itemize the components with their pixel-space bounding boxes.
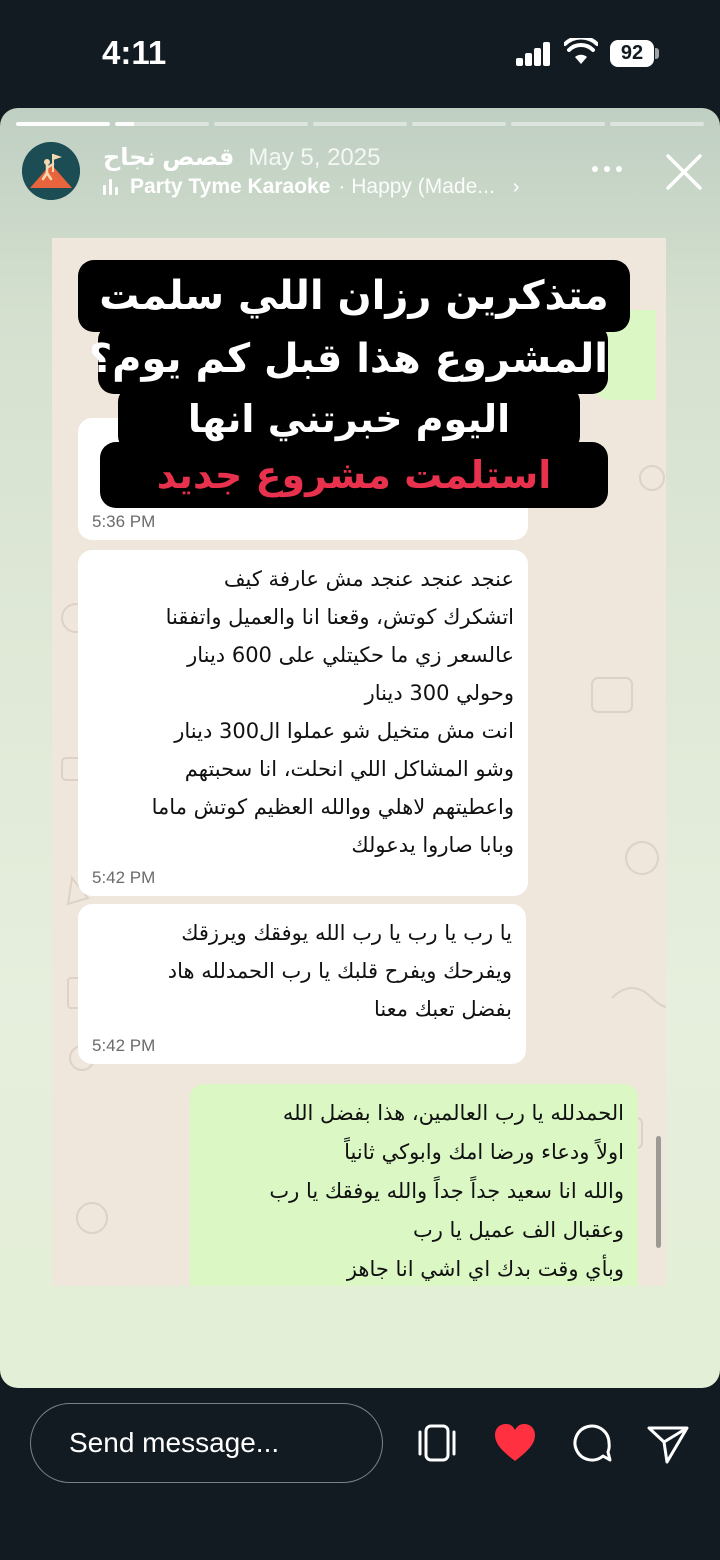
message-line: عنجد عنجد عنجد مش عارفة كيف bbox=[223, 567, 514, 591]
message-bubble-2 bbox=[78, 550, 528, 896]
status-time: 4:11 bbox=[102, 34, 167, 71]
caption-line: اليوم خبرتني انها bbox=[118, 386, 580, 452]
caption-line: متذكرين رزان اللي سلمت bbox=[78, 260, 630, 332]
close-icon[interactable] bbox=[664, 152, 704, 192]
chevron-right-icon: › bbox=[512, 175, 520, 198]
message-line: وشو المشاكل اللي انحلت، انا سحبتهم bbox=[184, 757, 514, 781]
message-line: وعقبال الف عميل يا رب bbox=[412, 1218, 624, 1242]
story-progress bbox=[16, 122, 704, 126]
climber-flag-icon bbox=[22, 142, 80, 200]
battery-level: 92 bbox=[610, 40, 654, 67]
message-bubble-3 bbox=[78, 904, 526, 1064]
account-avatar[interactable] bbox=[22, 142, 80, 200]
progress-segment bbox=[16, 122, 110, 126]
progress-segment bbox=[313, 122, 407, 126]
caption-line: المشروع هذا قبل كم يوم؟ bbox=[98, 324, 608, 394]
account-name[interactable]: قصص نجاح bbox=[103, 144, 235, 171]
message-line: اتشكرك كوتش، وقعنا انا والعميل واتفقنا bbox=[165, 605, 514, 629]
story-caption bbox=[78, 260, 630, 510]
message-line: يا رب يا رب يا رب الله يوفقك ويرزقك bbox=[181, 921, 512, 945]
caption-line-highlight: استلمت مشروع جديد bbox=[100, 442, 608, 508]
message-line: وحولي 300 دينار bbox=[364, 681, 514, 705]
send-icon[interactable] bbox=[645, 1420, 691, 1466]
message-line: بفضل تعبك معنا bbox=[373, 997, 512, 1021]
message-time: 5:36 PM bbox=[92, 512, 156, 531]
status-bar bbox=[0, 0, 720, 108]
progress-segment-current bbox=[115, 122, 209, 126]
song-artist: · Happy (Made... bbox=[338, 175, 495, 198]
wifi-icon bbox=[564, 38, 598, 66]
battery-icon bbox=[610, 40, 658, 67]
story-date: May 5, 2025 bbox=[248, 144, 381, 171]
message-line: وبأي وقت بدك اي اشي انا جاهز bbox=[346, 1257, 624, 1281]
progress-segment bbox=[511, 122, 605, 126]
comment-icon[interactable] bbox=[569, 1420, 615, 1466]
reply-bar bbox=[0, 1388, 720, 1560]
message-time: 5:42 PM bbox=[92, 868, 156, 887]
message-line: واعطيتهم لاهلي ووالله العظيم كوتش ماما bbox=[151, 795, 514, 819]
audio-bars-icon bbox=[103, 179, 118, 195]
music-attribution[interactable] bbox=[103, 175, 519, 199]
progress-segment bbox=[214, 122, 308, 126]
message-line: انت مش متخيل شو عملوا ال300 دينار bbox=[174, 719, 514, 743]
message-line: ويفرحك ويفرح قلبك يا رب الحمدلله هاد bbox=[167, 959, 512, 983]
message-line: والله انا سعيد جداً جداً والله يوفقك يا رب bbox=[269, 1179, 624, 1203]
story-viewer[interactable] bbox=[0, 108, 720, 1388]
story-header bbox=[103, 143, 380, 172]
heart-icon[interactable] bbox=[492, 1420, 538, 1466]
message-line: عالسعر زي ما حكيتلي على 600 دينار bbox=[187, 643, 514, 667]
message-time: 5:42 PM bbox=[92, 1036, 156, 1055]
message-line: وبابا صاروا يدعولك bbox=[351, 833, 514, 857]
message-line: الحمدلله يا رب العالمين، هذا بفضل الله bbox=[282, 1101, 624, 1125]
cellular-signal-icon bbox=[516, 42, 552, 66]
song-title: Party Tyme Karaoke bbox=[130, 175, 331, 198]
reshare-icon[interactable] bbox=[414, 1420, 460, 1466]
progress-segment bbox=[610, 122, 704, 126]
message-line: اولاً ودعاء ورضا امك وابوكي ثانياً bbox=[344, 1140, 624, 1164]
more-options-icon[interactable] bbox=[592, 166, 628, 176]
message-bubble-4 bbox=[190, 1084, 638, 1286]
scrollbar[interactable] bbox=[656, 1136, 661, 1248]
progress-segment bbox=[412, 122, 506, 126]
send-message-input[interactable] bbox=[30, 1403, 383, 1483]
